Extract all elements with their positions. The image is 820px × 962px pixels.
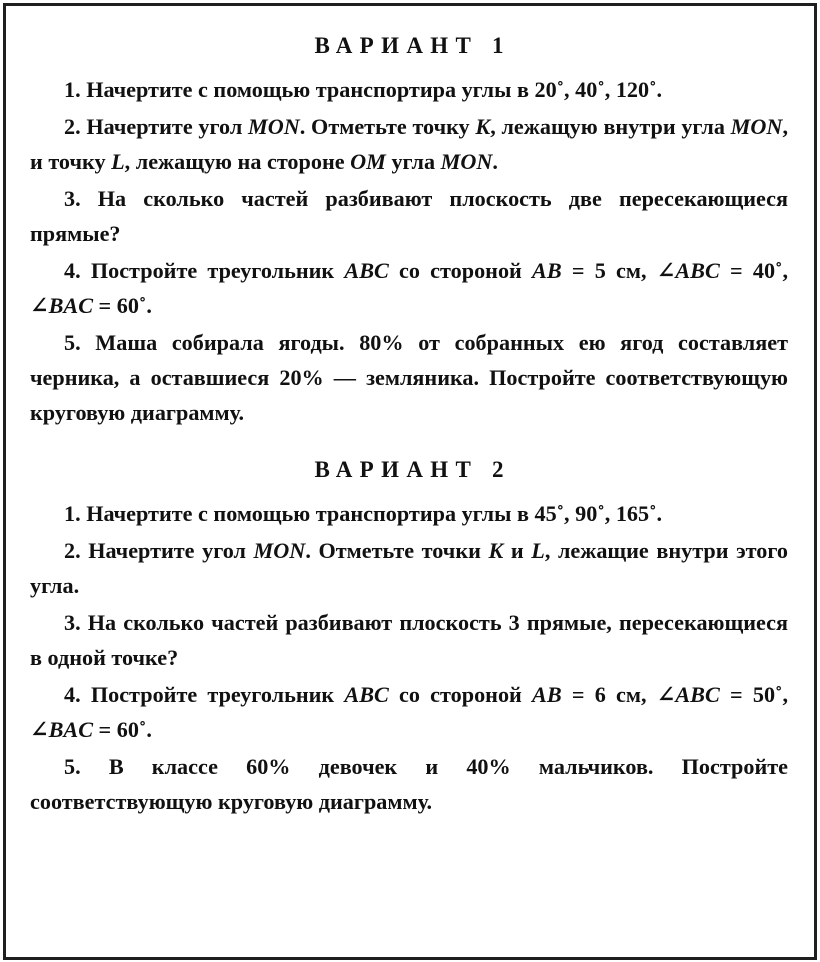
variant-2-task-5: 5. В классе 60% девочек и 40% мальчиков. Постройте соответствующую круговую диаграмму.: [30, 754, 788, 814]
worksheet: [30, 30, 788, 821]
variant-2-task-4: 4. Постройте треугольник ABC со стороной AB = 6 см, ∠ABC = 50˚, ∠BAC = 60˚.: [30, 682, 788, 742]
variant-1-number: 1: [492, 33, 504, 58]
variant-1-title: [30, 30, 788, 70]
variant-2-task-1: 1. Начертите с помощью транспортира углы в 45˚, 90˚, 165˚.: [64, 501, 663, 526]
variant-2-number: 2: [492, 457, 504, 482]
variant-1-task-3: 3. На сколько частей разбивают плоскость две пересекающиеся прямые?: [30, 186, 788, 246]
variant-1-task-1: 1. Начертите с помощью транспортира углы в 20˚, 40˚, 120˚.: [64, 77, 663, 102]
variant-1-task-5: 5. Маша собирала ягоды. 80% от собранных ею ягод составляет черника, а оставшиеся 20% — земляника. Постройте соответствующую круговую диаграмму.: [30, 330, 788, 425]
variant-gap: [30, 432, 788, 454]
variant-2-word: ВАРИАНТ: [314, 457, 479, 482]
variant-1-task-2: 2. Начертите угол MON. Отметьте точку K, лежащую внутри угла MON, и точку L, лежащую на стороне OM угла MON.: [30, 114, 788, 174]
variant-2-title: [30, 454, 788, 494]
variant-1-task-4: 4. Постройте треугольник ABC со стороной AB = 5 см, ∠ABC = 40˚, ∠BAC = 60˚.: [30, 258, 788, 318]
variant-2-task-2: 2. Начертите угол MON. Отметьте точки K и L, лежащие внутри этого угла.: [30, 538, 788, 598]
variant-2-task-3: 3. На сколько частей разбивают плоскость 3 прямые, пересекающиеся в одной точке?: [30, 610, 788, 670]
variant-1-word: ВАРИАНТ: [314, 33, 479, 58]
